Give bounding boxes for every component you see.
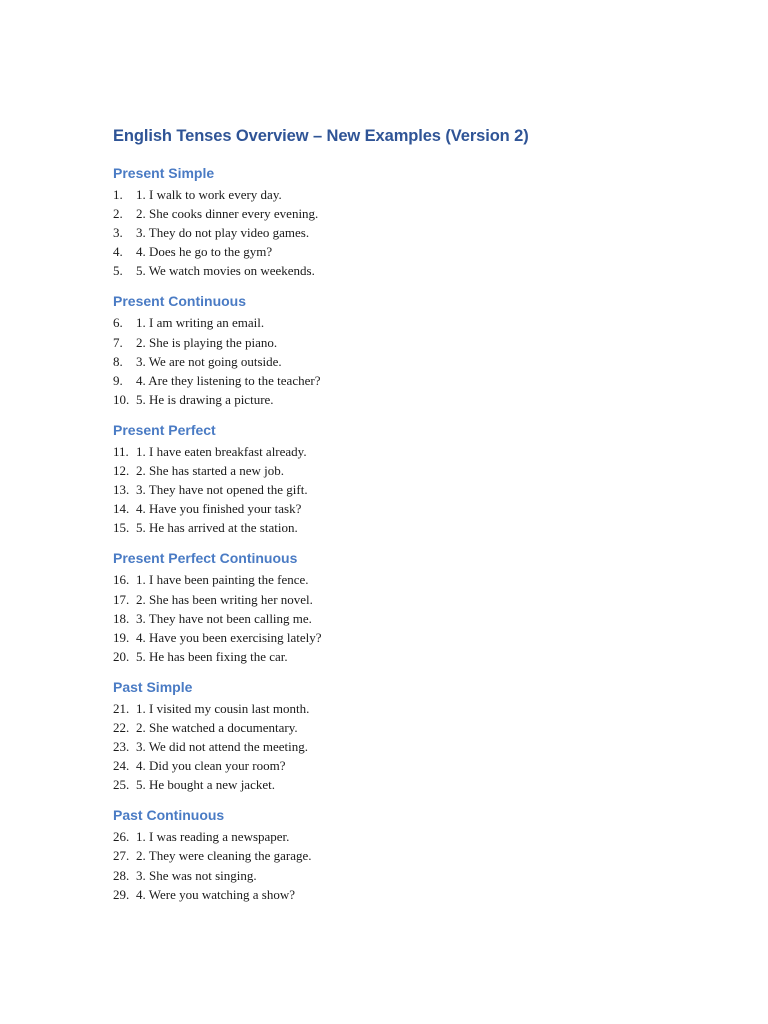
list-item-number: 15. xyxy=(113,520,130,536)
sections-container xyxy=(113,164,673,904)
list-item-text: 1. I am writing an email. xyxy=(136,315,265,331)
list-item xyxy=(113,204,673,223)
list-item-text: 2. She has been writing her novel. xyxy=(136,591,313,607)
list-item-number: 7. xyxy=(113,334,123,350)
section-heading: Present Simple xyxy=(113,165,215,181)
list-item-text: 1. I have been painting the fence. xyxy=(136,572,309,588)
list-item-number: 10. xyxy=(113,391,130,407)
list-item xyxy=(113,223,673,242)
list-item-text: 3. They have not been calling me. xyxy=(136,610,312,626)
list-item-text: 4. Have you been exercising lately? xyxy=(136,629,322,645)
list-item-text: 4. Did you clean your room? xyxy=(136,758,286,774)
list-item-number: 17. xyxy=(113,591,130,607)
example-list xyxy=(113,570,673,665)
list-item-text: 5. He has been fixing the car. xyxy=(136,648,288,664)
list-item xyxy=(113,570,673,589)
list-item xyxy=(113,499,673,518)
list-item-number: 28. xyxy=(113,867,130,883)
list-item-number: 12. xyxy=(113,463,130,479)
section-heading: Present Continuous xyxy=(113,293,247,310)
list-item-number: 18. xyxy=(113,610,130,626)
list-item-text: 4. Does he go to the gym? xyxy=(136,244,273,260)
document-body xyxy=(113,125,673,916)
tense-section xyxy=(113,164,673,280)
list-item-text: 3. We did not attend the meeting. xyxy=(136,739,309,755)
list-item xyxy=(113,737,673,756)
list-item-number: 16. xyxy=(113,572,130,588)
list-item-number: 27. xyxy=(113,848,130,864)
section-heading: Present Perfect xyxy=(113,421,216,438)
list-item-text: 3. She was not singing. xyxy=(136,867,257,883)
list-item-text: 1. I have eaten breakfast already. xyxy=(136,443,307,459)
list-item xyxy=(113,647,673,666)
list-item-number: 11. xyxy=(113,443,129,459)
list-item xyxy=(113,371,673,390)
list-item-number: 8. xyxy=(113,353,123,369)
list-item xyxy=(113,866,673,885)
list-item-text: 3. They have not opened the gift. xyxy=(136,482,308,498)
list-item xyxy=(113,590,673,609)
list-item-number: 2. xyxy=(113,206,123,222)
section-heading: Past Simple xyxy=(113,678,193,695)
list-item xyxy=(113,718,673,737)
list-item-text: 5. He bought a new jacket. xyxy=(136,777,275,793)
document-title: English Tenses Overview – New Examples (Version 2) xyxy=(113,127,529,145)
list-item-text: 4. Were you watching a show? xyxy=(136,886,296,902)
section-heading: Present Perfect Continuous xyxy=(113,550,298,567)
list-item-text: 2. She watched a documentary. xyxy=(136,719,298,735)
list-item-text: 2. She cooks dinner every evening. xyxy=(136,206,319,222)
list-item-text: 5. He is drawing a picture. xyxy=(136,391,274,407)
list-item-text: 4. Have you finished your task? xyxy=(136,501,302,517)
list-item xyxy=(113,756,673,775)
list-item-text: 3. We are not going outside. xyxy=(136,353,282,369)
list-item xyxy=(113,775,673,794)
example-list xyxy=(113,313,673,408)
tense-section xyxy=(113,806,673,903)
list-item xyxy=(113,442,673,461)
list-item xyxy=(113,313,673,332)
list-item xyxy=(113,390,673,409)
list-item-number: 6. xyxy=(113,315,123,331)
list-item-number: 20. xyxy=(113,648,130,664)
example-list xyxy=(113,699,673,794)
list-item xyxy=(113,261,673,280)
list-item xyxy=(113,185,673,204)
list-item xyxy=(113,480,673,499)
list-item-number: 21. xyxy=(113,700,130,716)
tense-section xyxy=(113,421,673,537)
tense-section xyxy=(113,292,673,408)
list-item-text: 2. She has started a new job. xyxy=(136,463,285,479)
list-item xyxy=(113,846,673,865)
list-item-number: 22. xyxy=(113,719,130,735)
list-item-number: 13. xyxy=(113,482,130,498)
section-heading: Past Continuous xyxy=(113,807,225,824)
list-item-text: 4. Are they listening to the teacher? xyxy=(136,372,321,388)
example-list xyxy=(113,442,673,537)
list-item-text: 3. They do not play video games. xyxy=(136,225,310,241)
list-item-number: 5. xyxy=(113,263,123,279)
list-item xyxy=(113,827,673,846)
list-item-number: 4. xyxy=(113,244,123,260)
list-item xyxy=(113,609,673,628)
list-item-number: 3. xyxy=(113,225,123,241)
list-item xyxy=(113,699,673,718)
list-item xyxy=(113,461,673,480)
list-item xyxy=(113,885,673,904)
example-list xyxy=(113,827,673,903)
list-item-text: 1. I was reading a newspaper. xyxy=(136,829,290,845)
list-item-text: 2. They were cleaning the garage. xyxy=(136,848,312,864)
tense-section xyxy=(113,549,673,665)
list-item xyxy=(113,628,673,647)
list-item-text: 5. He has arrived at the station. xyxy=(136,520,298,536)
list-item xyxy=(113,352,673,371)
list-item-text: 1. I visited my cousin last month. xyxy=(136,700,310,716)
list-item-number: 26. xyxy=(113,829,130,845)
list-item-number: 25. xyxy=(113,777,130,793)
example-list xyxy=(113,185,673,280)
list-item-number: 23. xyxy=(113,739,130,755)
list-item xyxy=(113,333,673,352)
list-item-number: 9. xyxy=(113,372,123,388)
list-item-number: 1. xyxy=(113,187,123,202)
list-item xyxy=(113,242,673,261)
list-item-number: 19. xyxy=(113,629,130,645)
list-item-number: 14. xyxy=(113,501,130,517)
list-item-number: 29. xyxy=(113,886,130,902)
list-item-text: 2. She is playing the piano. xyxy=(136,334,278,350)
tense-section xyxy=(113,678,673,794)
list-item-number: 24. xyxy=(113,758,130,774)
list-item-text: 1. I walk to work every day. xyxy=(136,187,282,202)
list-item-text: 5. We watch movies on weekends. xyxy=(136,263,315,279)
list-item xyxy=(113,518,673,537)
